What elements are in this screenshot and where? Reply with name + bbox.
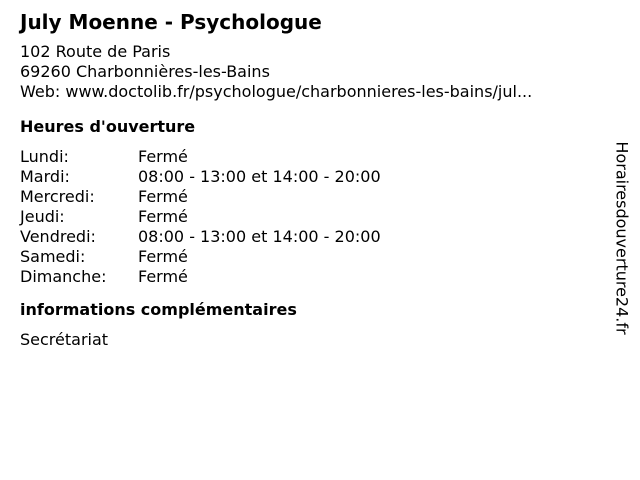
opening-hours-table [20,147,600,287]
day-label: Jeudi: [20,207,65,226]
day-hours: Fermé [138,187,188,206]
info-text: Secrétariat [20,330,109,349]
day-label: Mercredi: [20,187,95,206]
hours-row-lundi [20,147,600,167]
day-hours: Fermé [138,207,188,226]
website-line: Web: www.doctolib.fr/psychologue/charbonnieres-les-bains/jul... [20,82,533,101]
day-label: Mardi: [20,167,70,186]
day-label: Lundi: [20,147,69,166]
hours-row-vendredi [20,227,600,247]
day-label: Vendredi: [20,227,96,246]
hours-row-dimanche [20,267,600,287]
hours-heading: Heures d'ouverture [20,117,196,136]
hours-row-jeudi [20,207,600,227]
business-card [20,8,600,350]
day-hours: 08:00 - 13:00 et 14:00 - 20:00 [138,227,381,246]
day-hours: Fermé [138,267,188,286]
info-heading: informations complémentaires [20,300,297,319]
business-title: July Moenne - Psychologue [20,10,322,34]
day-hours: Fermé [138,147,188,166]
site-watermark: Horairesdouverture24.fr [612,141,632,335]
day-label: Samedi: [20,247,86,266]
address-street: 102 Route de Paris [20,42,171,61]
hours-row-samedi [20,247,600,267]
hours-row-mardi [20,167,600,187]
address-city: 69260 Charbonnières-les-Bains [20,62,270,81]
hours-row-mercredi [20,187,600,207]
day-label: Dimanche: [20,267,107,286]
day-hours: Fermé [138,247,188,266]
day-hours: 08:00 - 13:00 et 14:00 - 20:00 [138,167,381,186]
